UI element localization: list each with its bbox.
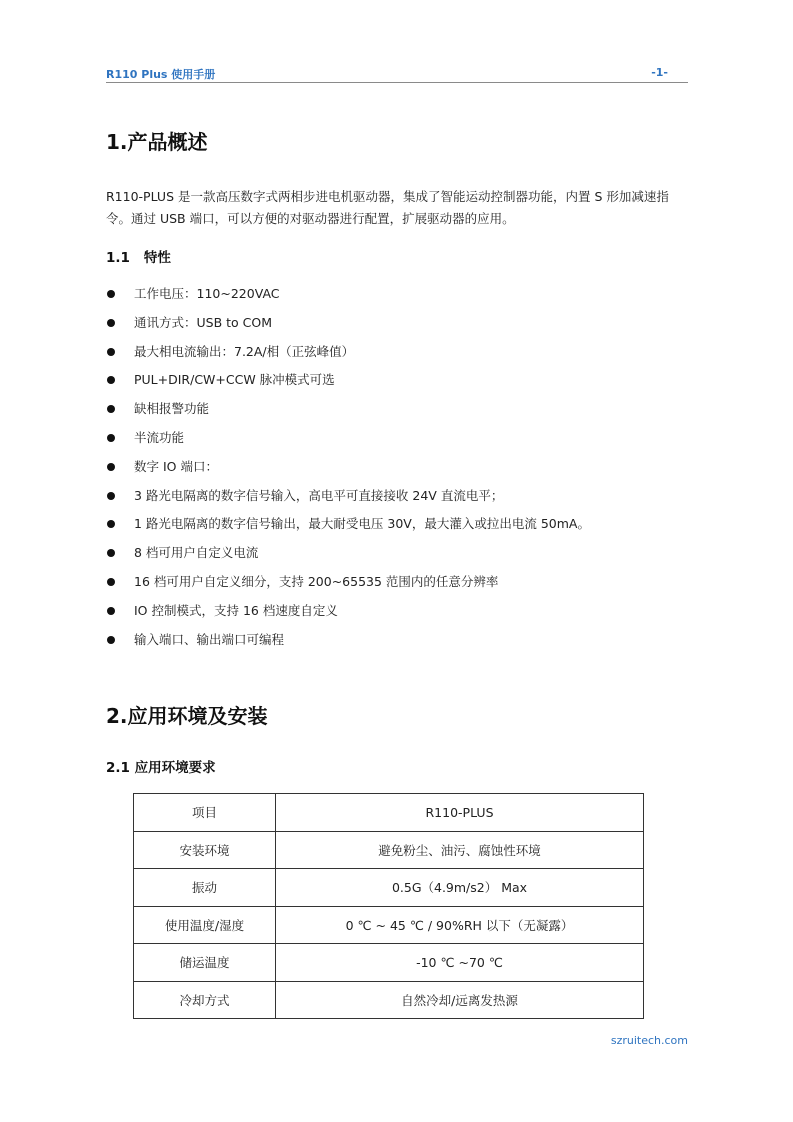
table-cell-label: 使用温度/湿度 bbox=[134, 906, 276, 944]
feature-text: 通讯方式：USB to COM bbox=[134, 314, 273, 330]
section-title-overview: 1.产品概述 bbox=[106, 130, 208, 154]
table-row bbox=[134, 869, 644, 907]
feature-text: 工作电压：110~220VAC bbox=[134, 286, 280, 301]
bullet-icon bbox=[107, 520, 115, 528]
list-item bbox=[106, 428, 590, 457]
subsection-title-features bbox=[106, 246, 171, 266]
table-cell-label: 项目 bbox=[134, 794, 276, 832]
feature-text: 缺相报警功能 bbox=[134, 401, 210, 417]
feature-text: 8 档可用户自定义电流 bbox=[134, 545, 259, 561]
table-row bbox=[134, 831, 644, 869]
table-cell-label: 振动 bbox=[134, 869, 276, 907]
feature-text: IO 控制模式，支持 16 档速度自定义 bbox=[134, 602, 338, 618]
section-title-environment: 2.应用环境及安装 bbox=[106, 704, 268, 728]
feature-list bbox=[106, 284, 590, 658]
list-item bbox=[106, 284, 590, 313]
page-header bbox=[106, 64, 688, 83]
list-item bbox=[106, 486, 590, 515]
bullet-icon bbox=[107, 434, 115, 442]
table-cell-label: 安装环境 bbox=[134, 831, 276, 869]
list-item bbox=[106, 370, 590, 399]
bullet-icon bbox=[107, 319, 115, 327]
table-cell-value: 避免粉尘、油污、腐蚀性环境 bbox=[276, 831, 644, 869]
list-item bbox=[106, 399, 590, 428]
header-title: R110 Plus 使用手册 bbox=[106, 68, 216, 81]
bullet-icon bbox=[107, 405, 115, 413]
table-cell-value: 0.5G（4.9m/s2） Max bbox=[276, 869, 644, 907]
bullet-icon bbox=[107, 463, 115, 471]
feature-text: 1 路光电隔离的数字信号输出，最大耐受电压 30V，最大灌入或拉出电流 50mA。 bbox=[134, 516, 590, 532]
subsection-title-env-requirements: 2.1 应用环境要求 bbox=[106, 760, 216, 776]
intro-paragraph: R110-PLUS 是一款高压数字式两相步进电机驱动器，集成了智能运动控制器功能，内置 S 形加减速指令。通过 USB 端口，可以方便的对驱动器进行配置，扩展驱动器的应用。 bbox=[106, 189, 669, 226]
bullet-icon bbox=[107, 636, 115, 644]
list-item bbox=[106, 514, 590, 543]
list-item bbox=[106, 457, 590, 486]
subsection-label: 特性 bbox=[143, 250, 171, 266]
list-item bbox=[106, 601, 590, 630]
table-cell-value: -10 ℃ ~70 ℃ bbox=[276, 944, 644, 982]
environment-table bbox=[133, 793, 644, 1019]
list-item bbox=[106, 342, 590, 371]
list-item bbox=[106, 572, 590, 601]
feature-text: 输入端口、输出端口可编程 bbox=[134, 631, 285, 647]
table-row bbox=[134, 944, 644, 982]
table-cell-value: 自然冷却/远离发热源 bbox=[276, 981, 644, 1019]
table-row bbox=[134, 981, 644, 1019]
header-page-number: -1- bbox=[651, 66, 668, 79]
table-row bbox=[134, 794, 644, 832]
feature-text: 半流功能 bbox=[134, 429, 185, 445]
bullet-icon bbox=[107, 290, 115, 298]
list-item bbox=[106, 630, 590, 659]
bullet-icon bbox=[107, 376, 115, 384]
bullet-icon bbox=[107, 348, 115, 356]
list-item bbox=[106, 313, 590, 342]
feature-text: 16 档可用户自定义细分，支持 200~65535 范围内的任意分辨率 bbox=[134, 573, 499, 589]
feature-text: PUL+DIR/CW+CCW 脉冲模式可选 bbox=[134, 372, 335, 388]
bullet-icon bbox=[107, 607, 115, 615]
list-item bbox=[106, 543, 590, 572]
bullet-icon bbox=[107, 549, 115, 557]
table-cell-label: 冷却方式 bbox=[134, 981, 276, 1019]
table-row bbox=[134, 906, 644, 944]
bullet-icon bbox=[107, 578, 115, 586]
feature-text: 数字 IO 端口： bbox=[134, 458, 218, 474]
subsection-number: 1.1 bbox=[106, 250, 130, 266]
footer-website-link[interactable]: szruitech.com bbox=[610, 1034, 688, 1047]
table-cell-value: 0 ℃ ~ 45 ℃ / 90%RH 以下（无凝露） bbox=[276, 906, 644, 944]
feature-text: 3 路光电隔离的数字信号输入，高电平可直接接收 24V 直流电平； bbox=[134, 487, 504, 503]
table-cell-value: R110-PLUS bbox=[276, 794, 644, 832]
table-cell-label: 储运温度 bbox=[134, 944, 276, 982]
feature-text: 最大相电流输出：7.2A/相（正弦峰值） bbox=[134, 343, 355, 359]
bullet-icon bbox=[107, 492, 115, 500]
